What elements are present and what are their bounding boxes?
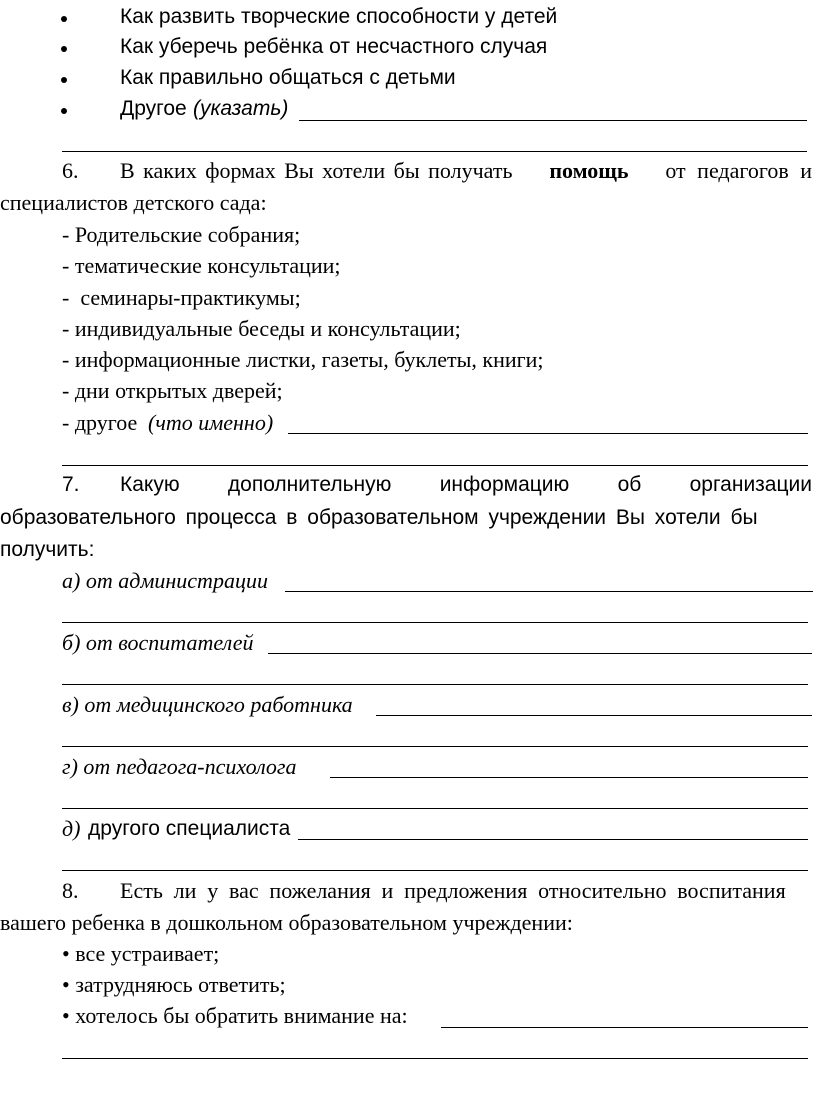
list-item: Как уберечь ребёнка от несчастного случая	[120, 35, 548, 58]
answer-line[interactable]	[62, 684, 808, 685]
bullet-dot	[61, 16, 67, 22]
q6-text-cont: специалистов детского сада:	[0, 190, 267, 215]
q7-text: Какую дополнительную информацию об организации	[120, 473, 812, 496]
list-item: - информационные листки, газеты, буклеты, книги;	[62, 347, 544, 372]
q6-emphasis: помощь	[549, 158, 629, 183]
bullet-dot	[61, 108, 67, 114]
q6-number: 6.	[62, 158, 79, 183]
answer-line[interactable]	[62, 870, 808, 871]
answer-line[interactable]	[288, 433, 808, 434]
other-hint: (что именно)	[148, 410, 274, 435]
answer-line[interactable]	[299, 120, 807, 121]
answer-line[interactable]	[376, 715, 812, 716]
list-item: • все устраивает;	[62, 941, 220, 966]
option-label: в) от медицинского работника	[62, 692, 353, 717]
answer-line[interactable]	[330, 777, 808, 778]
list-item: Как правильно общаться с детьми	[120, 66, 456, 89]
option-label: д)	[62, 816, 81, 841]
q7-number: 7.	[62, 473, 80, 496]
q7-text-cont: образовательного процесса в образовательном учреждении Вы хотели бы	[0, 506, 758, 529]
bullet-dot	[61, 46, 67, 52]
answer-line[interactable]	[62, 465, 808, 466]
list-item: • затрудняюсь ответить;	[62, 972, 286, 997]
option-label: б) от воспитателей	[62, 630, 254, 655]
answer-line[interactable]	[62, 151, 807, 152]
other-hint: (указать)	[193, 97, 289, 120]
other-label: Другое	[120, 97, 187, 120]
list-item: • хотелось бы обратить внимание на:	[62, 1003, 408, 1028]
answer-line[interactable]	[62, 746, 808, 747]
other-label: - другое	[62, 410, 138, 435]
list-item: Как развить творческие способности у детей	[120, 5, 558, 28]
q8-number: 8.	[62, 878, 79, 903]
answer-line[interactable]	[62, 1058, 808, 1059]
q6-text: В каких формах Вы хотели бы получать помощь от педагогов и	[120, 158, 812, 183]
answer-line[interactable]	[441, 1027, 808, 1028]
bullet-dot	[61, 77, 67, 83]
q8-text: Есть ли у вас пожелания и предложения относительно воспитания	[120, 878, 786, 903]
option-label: г) от педагога-психолога	[62, 754, 297, 779]
answer-line[interactable]	[285, 591, 813, 592]
answer-line[interactable]	[62, 622, 808, 623]
q8-text-cont: вашего ребенка в дошкольном образовательном учреждении:	[0, 910, 573, 935]
list-item: - семинары-практикумы;	[62, 285, 301, 310]
answer-line[interactable]	[62, 808, 808, 809]
answer-line[interactable]	[268, 653, 812, 654]
list-item: - тематические консультации;	[62, 253, 341, 278]
list-item: - индивидуальные беседы и консультации;	[62, 316, 461, 341]
option-label: а) от администрации	[62, 568, 268, 593]
list-item: - дни открытых дверей;	[62, 378, 283, 403]
answer-line[interactable]	[298, 839, 808, 840]
q7-text-cont: получить:	[0, 538, 95, 561]
option-label-text: другого специалиста	[88, 817, 291, 840]
list-item: - Родительские собрания;	[62, 222, 301, 247]
